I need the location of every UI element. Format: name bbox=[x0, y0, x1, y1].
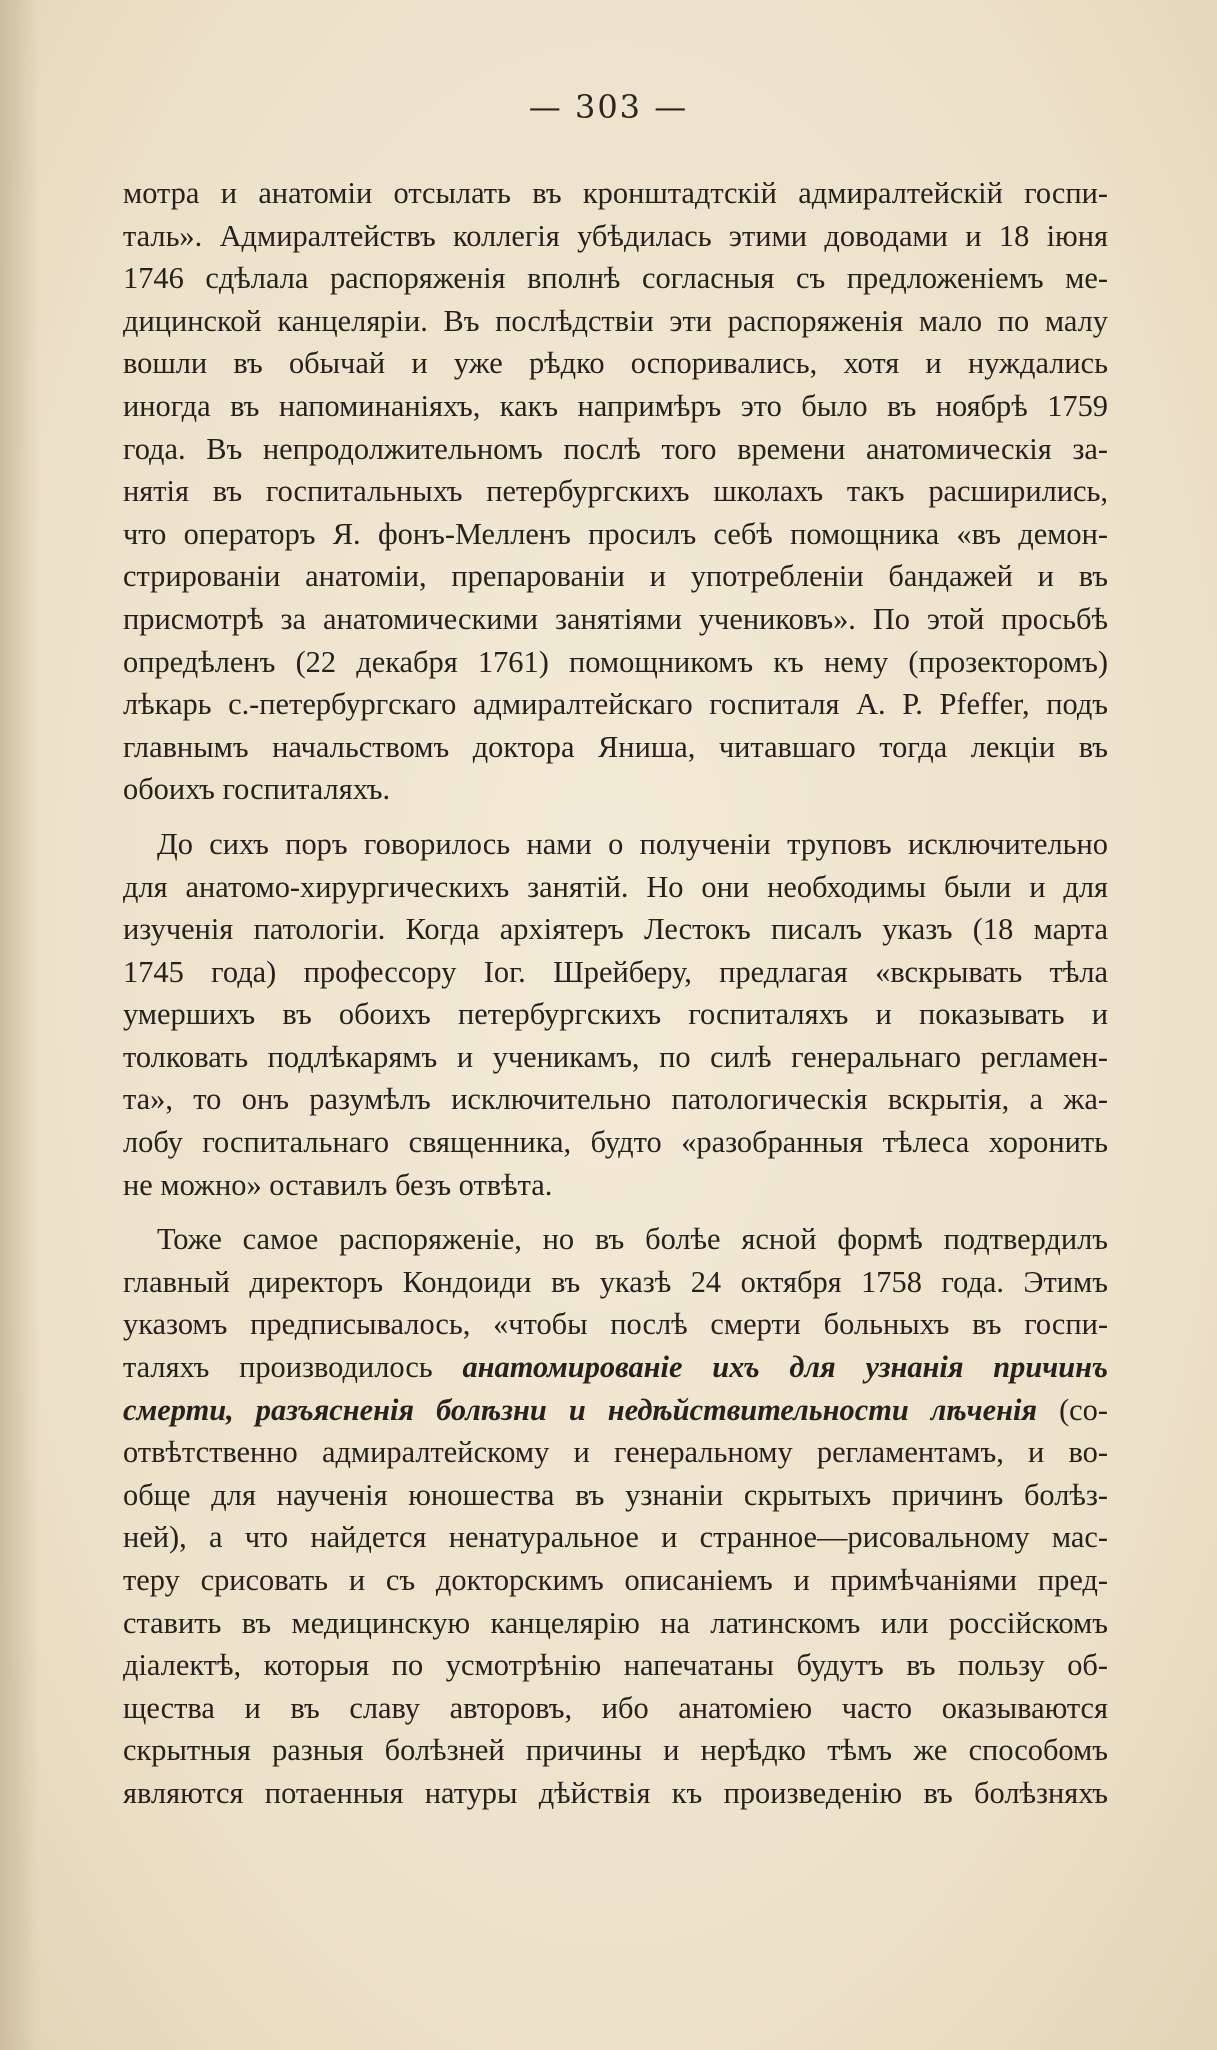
italic-run: смерти, разъясненія болѣзни и недѣйствительности лѣченія bbox=[123, 1392, 1038, 1427]
text-line-mixed bbox=[123, 1389, 1108, 1432]
page-number: — 303 — bbox=[528, 88, 689, 126]
text-run: таляхъ производилось bbox=[123, 1350, 463, 1385]
text-line: указомъ предписывалось, «чтобы послѣ смерти больныхъ въ госпи- bbox=[123, 1307, 1108, 1342]
text-line-mixed bbox=[123, 1346, 1108, 1389]
text-line: главный директоръ Кондоиди въ указѣ 24 октября 1758 года. Этимъ bbox=[123, 1264, 1108, 1299]
text-line: умершихъ въ обоихъ петербургскихъ госпиталяхъ и показывать и bbox=[123, 997, 1108, 1032]
text-line: 1745 года) профессору Іог. Шрейберу, предлагая «вскрывать тѣла bbox=[123, 954, 1108, 989]
text-line: толковать подлѣкарямъ и ученикамъ, по силѣ генеральнаго регламен- bbox=[123, 1039, 1108, 1074]
text-line: опредѣленъ (22 декабря 1761) помощникомъ къ нему (прозекторомъ) bbox=[123, 644, 1108, 679]
body-text bbox=[123, 172, 1108, 1815]
text-line: присмотрѣ за анатомическими занятіями учениковъ». По этой просьбѣ bbox=[123, 601, 1108, 636]
text-line: стрированіи анатоміи, препарованіи и употребленіи бандажей и въ bbox=[123, 559, 1108, 594]
text-run: (со- bbox=[1037, 1392, 1108, 1427]
text-line: лобу госпитальнаго священника, будто «разобранныя тѣлеса хоронить bbox=[123, 1125, 1108, 1160]
text-line: нятія въ госпитальныхъ петербургскихъ школахъ такъ расширились, bbox=[123, 474, 1108, 509]
text-line: ней), а что найдется ненатуральное и странное—рисовальному мас- bbox=[123, 1520, 1108, 1555]
text-line: обще для наученія юношества въ узнаніи скрытыхъ причинъ болѣз- bbox=[123, 1477, 1108, 1512]
text-line: До сихъ поръ говорилось нами о полученіи труповъ исключительно bbox=[157, 826, 1108, 861]
text-line: 1746 сдѣлала распоряженія вполнѣ согласныя съ предложеніемъ ме- bbox=[123, 261, 1108, 296]
text-line: для анатомо-хирургическихъ занятій. Но они необходимы были и для bbox=[123, 869, 1108, 904]
paragraph-gap bbox=[123, 1206, 1108, 1218]
text-line: діалектѣ, которыя по усмотрѣнію напечатаны будутъ въ пользу об- bbox=[123, 1648, 1108, 1683]
text-line: не можно» оставилъ безъ отвѣта. bbox=[123, 1167, 553, 1202]
text-line: обоихъ госпиталяхъ. bbox=[123, 772, 391, 807]
text-line: главнымъ начальствомъ доктора Яниша, читавшаго тогда лекціи въ bbox=[123, 729, 1108, 764]
text-line: иногда въ напоминаніяхъ, какъ напримѣръ это было въ ноябрѣ 1759 bbox=[123, 388, 1108, 423]
text-line: та», то онъ разумѣлъ исключительно патологическія вскрытія, а жа- bbox=[123, 1082, 1108, 1117]
text-line: года. Въ непродолжительномъ послѣ того времени анатомическія за- bbox=[123, 431, 1108, 466]
text-line: являются потаенныя натуры дѣйствія къ произведенію въ болѣзняхъ bbox=[123, 1775, 1108, 1810]
text-line: лѣкарь с.-петербургскаго адмиралтейскаго госпиталя А. Р. Pfeffer, подъ bbox=[123, 687, 1108, 722]
paragraph-gap bbox=[123, 811, 1108, 823]
italic-run: анатомированіе ихъ для узнанія причинъ bbox=[462, 1350, 1108, 1385]
text-line: что операторъ Я. фонъ-Мелленъ просилъ себѣ помощника «въ демон- bbox=[123, 516, 1108, 551]
text-line: Тоже самое распоряженіе, но въ болѣе ясной формѣ подтвердилъ bbox=[157, 1222, 1108, 1257]
text-line: мотра и анатоміи отсылать въ кронштадтскій адмиралтейскій госпи- bbox=[123, 176, 1108, 210]
text-line: вошли въ обычай и уже рѣдко оспоривались, хотя и нуждались bbox=[123, 346, 1108, 381]
text-line: отвѣтственно адмиралтейскому и генеральному регламентамъ, и во- bbox=[123, 1435, 1108, 1470]
text-line: дицинской канцеляріи. Въ послѣдствіи эти распоряженія мало по малу bbox=[123, 303, 1108, 338]
text-line: изученія патологіи. Когда архіятеръ Лестокъ писалъ указъ (18 марта bbox=[123, 912, 1108, 947]
text-line: щества и въ славу авторовъ, ибо анатоміею часто оказываются bbox=[123, 1690, 1108, 1725]
text-line: скрытныя разныя болѣзней причины и нерѣдко тѣмъ же способомъ bbox=[123, 1733, 1108, 1768]
text-line: ставить въ медицинскую канцелярію на латинскомъ или россійскомъ bbox=[123, 1605, 1108, 1640]
text-line: теру срисовать и съ докторскимъ описаніемъ и примѣчаніями пред- bbox=[123, 1563, 1108, 1597]
text-line: таль». Адмиралтействъ коллегія убѣдилась этими доводами и 18 іюня bbox=[123, 218, 1108, 253]
page-gutter-shadow bbox=[0, 0, 40, 2050]
